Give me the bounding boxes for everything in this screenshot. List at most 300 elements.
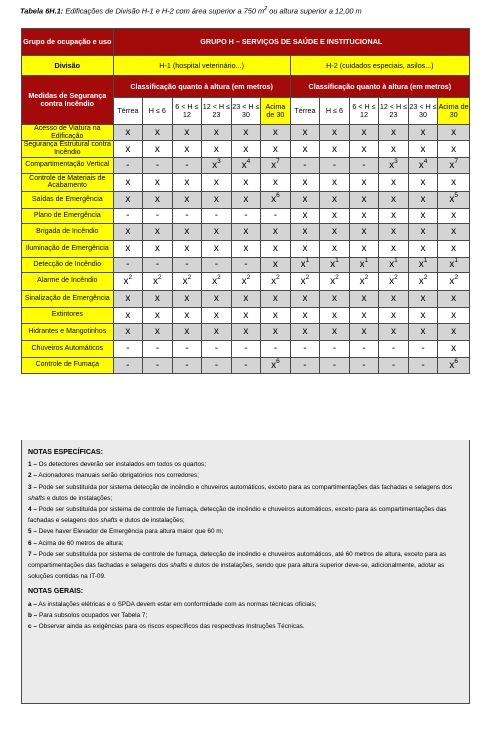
table-cell	[202, 141, 232, 157]
cell-mark: x	[389, 159, 395, 171]
table-cell	[172, 223, 202, 240]
cell-mark: x	[271, 159, 277, 171]
note-number: 4 –	[28, 506, 37, 514]
table-cell	[408, 290, 438, 307]
table-cell	[290, 290, 320, 307]
col-header: 23 < H ≤ 30	[408, 98, 438, 125]
cell-mark: x	[243, 326, 249, 338]
cell-note-ref: 3	[217, 157, 221, 165]
table-cell	[143, 173, 173, 191]
table-cell	[143, 272, 173, 290]
table-cell	[349, 257, 379, 272]
table-cell	[349, 240, 379, 257]
table-cell	[320, 157, 350, 173]
cell-mark: -	[362, 159, 366, 171]
cell-mark: -	[214, 359, 219, 371]
cell-mark: x	[390, 143, 396, 155]
col-header: 12 < H ≤ 23	[202, 98, 232, 125]
cell-mark: x	[213, 176, 219, 188]
cell-mark: x	[154, 194, 160, 206]
fire-safety-table	[21, 28, 470, 374]
cell-mark: -	[185, 359, 189, 371]
cell-mark: -	[332, 359, 337, 371]
cell-mark: -	[244, 210, 248, 222]
cell-mark: x	[272, 143, 278, 155]
cell-mark: -	[185, 343, 189, 355]
cell-mark: -	[303, 359, 307, 371]
cell-mark: x	[451, 343, 457, 355]
table-cell	[290, 173, 320, 191]
table-cell	[231, 357, 261, 373]
cell-note-ref: 2	[364, 273, 369, 281]
table-cell	[261, 340, 291, 357]
cell-mark: x	[361, 210, 367, 222]
note-item	[28, 538, 463, 549]
cell-mark: x	[331, 194, 337, 206]
cell-mark: -	[126, 343, 130, 355]
cell-mark: x	[243, 127, 249, 139]
table-cell	[143, 257, 173, 272]
cell-mark: x	[243, 194, 249, 206]
table-cell	[231, 141, 261, 157]
note-number: 6 –	[28, 539, 37, 547]
note-item	[28, 599, 463, 610]
table-row	[22, 272, 470, 290]
table-cell	[113, 141, 143, 157]
general-notes-title: NOTAS GERAIS:	[28, 588, 84, 596]
table-cell	[408, 323, 438, 340]
cell-mark: x	[184, 143, 190, 155]
cell-mark: x	[154, 309, 160, 321]
table-cell	[261, 323, 291, 340]
table-cell	[408, 173, 438, 191]
table-cell	[438, 340, 470, 357]
table-cell	[202, 272, 232, 290]
table-cell	[231, 257, 261, 272]
table-row	[22, 357, 470, 373]
cell-mark: -	[155, 359, 160, 371]
table-cell	[379, 357, 409, 373]
table-cell	[379, 257, 409, 272]
table-cell	[379, 157, 409, 173]
cell-mark: x	[125, 243, 131, 255]
cell-mark: -	[155, 259, 160, 271]
cell-mark: -	[214, 210, 219, 222]
table-row	[22, 340, 470, 357]
note-text: Pode ser substituída por sistema de controle de fumaça, detecção de incêndio e chuveiros automáticos, até 60 metros de altura, exceto para as compartimentações das fachadas e selagens dos shafts e dutos de instalações, sendo que para altura superior deve-se, adicionalmente, adotar as soluções contidas na IT-09.	[28, 550, 447, 581]
cell-mark: -	[332, 343, 337, 355]
cell-mark: x	[331, 326, 337, 338]
cell-mark: -	[185, 259, 189, 271]
row-label: Alarme de Incêndio	[22, 272, 114, 290]
row-label: Sinalização de Emergência	[22, 290, 114, 307]
note-item	[28, 610, 463, 621]
table-row	[22, 223, 470, 240]
note-number: 2 –	[28, 472, 37, 480]
cell-mark: x	[420, 127, 426, 139]
table-cell	[143, 223, 173, 240]
row-label: Controle de Materiais de Acabamento	[22, 173, 114, 191]
table-cell	[143, 307, 173, 323]
table-cell	[261, 223, 291, 240]
cell-note-ref: 2	[454, 273, 458, 281]
cell-mark: x	[184, 293, 190, 305]
note-text: Observar ainda as exigências para os riscos específicos das respectivas Instruções Técnicas.	[38, 623, 305, 631]
cell-mark: x	[125, 127, 131, 139]
table-cell	[202, 340, 232, 357]
col-header: 23 < H ≤ 30	[231, 98, 261, 125]
cell-mark: x	[243, 243, 249, 255]
table-cell	[202, 307, 232, 323]
table-cell	[438, 357, 470, 373]
cell-mark: x	[451, 176, 457, 188]
cell-mark: x	[154, 143, 160, 155]
table-cell	[143, 323, 173, 340]
table-cell	[113, 223, 143, 240]
cell-mark: -	[273, 210, 278, 222]
table-cell	[172, 257, 202, 272]
table-cell	[202, 173, 232, 191]
cell-mark: x	[389, 275, 395, 287]
table-cell	[349, 141, 379, 157]
table-cell	[143, 290, 173, 307]
cell-mark: x	[300, 275, 306, 287]
table-cell	[320, 357, 350, 373]
cell-mark: x	[418, 259, 424, 271]
table-cell	[379, 240, 409, 257]
table-cell	[290, 357, 320, 373]
cell-mark: x	[451, 226, 457, 238]
cell-mark: x	[331, 309, 337, 321]
cell-mark: -	[126, 210, 130, 222]
table-row	[22, 257, 470, 272]
cell-mark: x	[420, 326, 426, 338]
table-cell	[231, 240, 261, 257]
table-cell	[379, 191, 409, 208]
cell-mark: x	[420, 143, 426, 155]
table-cell	[438, 240, 470, 257]
row-label: Iluminação de Emergência	[22, 240, 114, 257]
table-cell	[408, 223, 438, 240]
cell-mark: x	[300, 259, 306, 271]
cell-mark: x	[361, 243, 367, 255]
cell-mark: x	[125, 226, 131, 238]
table-cell	[261, 290, 291, 307]
cell-mark: -	[273, 343, 278, 355]
table-cell	[379, 208, 409, 223]
cell-note-ref: 1	[423, 257, 428, 265]
table-cell	[261, 173, 291, 191]
cell-mark: -	[421, 359, 425, 371]
cell-mark: -	[362, 343, 366, 355]
cell-note-ref: 1	[305, 257, 310, 265]
table-cell	[113, 290, 143, 307]
table-cell	[231, 272, 261, 290]
table-cell	[172, 323, 202, 340]
table-row	[22, 240, 470, 257]
table-cell	[408, 340, 438, 357]
table-cell	[379, 307, 409, 323]
table-cell	[231, 208, 261, 223]
cell-mark: x	[330, 275, 336, 287]
cell-mark: x	[361, 293, 367, 305]
table-caption	[20, 6, 362, 15]
cell-note-ref: 5	[454, 192, 458, 200]
table-cell	[113, 340, 143, 357]
cell-note-ref: 4	[246, 157, 251, 165]
table-cell	[408, 240, 438, 257]
table-cell	[379, 323, 409, 340]
table-row	[22, 290, 470, 307]
table-cell	[113, 257, 143, 272]
cell-mark: x	[213, 309, 219, 321]
cell-mark: x	[184, 127, 190, 139]
caption-suffix: ou altura superior a 12,00 m	[269, 6, 362, 16]
table-cell	[202, 191, 232, 208]
cell-note-ref: 2	[394, 273, 398, 281]
table-cell	[143, 141, 173, 157]
note-text: Acima de 60 metros de altura;	[38, 539, 124, 547]
table-cell	[261, 307, 291, 323]
table-cell	[231, 307, 261, 323]
cell-mark: x	[302, 243, 308, 255]
cell-mark: -	[126, 159, 130, 171]
cell-mark: x	[243, 293, 249, 305]
cell-mark: x	[302, 210, 308, 222]
cell-mark: x	[390, 309, 396, 321]
row-label: Compartimentação Vertical	[22, 157, 114, 173]
cell-mark: x	[302, 293, 308, 305]
table-cell	[172, 125, 202, 141]
table-cell	[408, 208, 438, 223]
cell-mark: x	[390, 127, 396, 139]
table-cell	[349, 357, 379, 373]
table-cell	[320, 340, 350, 357]
table-cell	[438, 257, 470, 272]
table-cell	[290, 340, 320, 357]
table-cell	[261, 191, 291, 208]
cell-mark: x	[390, 326, 396, 338]
cell-mark: x	[390, 176, 396, 188]
cell-note-ref: 1	[454, 257, 458, 265]
cell-note-ref: 6	[276, 357, 280, 365]
cell-mark: -	[303, 343, 307, 355]
cell-mark: -	[391, 359, 396, 371]
table-cell	[261, 141, 291, 157]
row-label: Plano de Emergência	[22, 208, 114, 223]
table-cell	[349, 290, 379, 307]
general-notes	[28, 599, 463, 633]
table-cell	[202, 125, 232, 141]
cell-mark: x	[451, 326, 457, 338]
cell-note-ref: 3	[394, 157, 398, 165]
table-cell	[202, 323, 232, 340]
table-cell	[202, 257, 232, 272]
note-number: c –	[28, 623, 37, 631]
cell-mark: x	[418, 275, 424, 287]
table-cell	[202, 290, 232, 307]
row-label: Chuveiros Automáticos	[22, 340, 114, 357]
cell-mark: x	[451, 243, 457, 255]
cell-mark: x	[361, 194, 367, 206]
table-cell	[438, 307, 470, 323]
table-cell	[231, 340, 261, 357]
cell-mark: x	[212, 159, 218, 171]
cell-mark: -	[303, 159, 307, 171]
cell-mark: x	[361, 326, 367, 338]
cell-mark: -	[155, 159, 160, 171]
table-cell	[320, 191, 350, 208]
col-header: Acima de 30	[438, 98, 470, 125]
cell-mark: x	[184, 326, 190, 338]
cell-mark: -	[244, 359, 248, 371]
table-cell	[172, 340, 202, 357]
table-cell	[143, 191, 173, 208]
table-cell	[261, 125, 291, 141]
cell-mark: x	[241, 275, 247, 287]
note-text: Acionadores manuais serão obrigatórios nos corredores;	[38, 472, 199, 480]
table-cell	[261, 157, 291, 173]
cell-mark: x	[361, 143, 367, 155]
cell-mark: x	[449, 259, 455, 271]
cell-note-ref: 7	[276, 157, 280, 165]
cell-note-ref: 2	[276, 273, 280, 281]
cell-mark: x	[125, 143, 131, 155]
table-cell	[349, 340, 379, 357]
cell-mark: -	[391, 343, 396, 355]
table-cell	[320, 240, 350, 257]
table-cell	[290, 157, 320, 173]
classification-label-h2: Classificação quanto à altura (em metros)	[290, 76, 469, 98]
table-row	[22, 208, 470, 223]
cell-mark: x	[302, 176, 308, 188]
note-text: Os detectores deverão ser instalados em todos os quartos;	[38, 461, 206, 469]
cell-mark: -	[185, 210, 189, 222]
table-cell	[261, 257, 291, 272]
cell-mark: -	[244, 343, 248, 355]
cell-mark: x	[213, 143, 219, 155]
cell-mark: -	[421, 343, 425, 355]
cell-mark: x	[361, 127, 367, 139]
group-title: GRUPO H – SERVIÇOS DE SAÚDE E INSTITUCIONAL	[113, 29, 469, 56]
table-cell	[172, 191, 202, 208]
table-cell	[290, 223, 320, 240]
note-item	[28, 459, 463, 470]
cell-mark: -	[332, 159, 337, 171]
table-cell	[290, 208, 320, 223]
table-cell	[113, 357, 143, 373]
measures-label: Medidas de Segurança contra Incêndio	[22, 76, 114, 125]
table-cell	[202, 157, 232, 173]
table-row	[22, 323, 470, 340]
table-cell	[290, 125, 320, 141]
cell-mark: x	[451, 309, 457, 321]
table-cell	[172, 272, 202, 290]
caption-prefix: Tabela 6H.1:	[20, 6, 64, 16]
cell-mark: x	[154, 326, 160, 338]
cell-note-ref: 1	[394, 257, 398, 265]
cell-mark: x	[243, 309, 249, 321]
note-item	[28, 621, 463, 632]
note-number: 7 –	[28, 550, 37, 558]
table-cell	[113, 240, 143, 257]
table-cell	[143, 157, 173, 173]
cell-mark: x	[184, 176, 190, 188]
cell-mark: x	[302, 326, 308, 338]
cell-mark: x	[154, 293, 160, 305]
caption-superscript: 2	[264, 6, 268, 12]
cell-mark: -	[155, 210, 160, 222]
note-item	[28, 549, 463, 583]
row-label: Detecção de Incêndio	[22, 257, 114, 272]
table-cell	[349, 223, 379, 240]
table-cell	[438, 173, 470, 191]
cell-mark: x	[451, 210, 457, 222]
table-cell	[438, 272, 470, 290]
cell-mark: -	[155, 343, 160, 355]
table-cell	[320, 223, 350, 240]
table-cell	[143, 340, 173, 357]
cell-mark: x	[125, 293, 131, 305]
cell-mark: x	[390, 226, 396, 238]
table-cell	[143, 208, 173, 223]
table-cell	[143, 125, 173, 141]
table-row	[22, 125, 470, 141]
col-header: H ≤ 6	[320, 98, 350, 125]
table-cell	[202, 357, 232, 373]
table-cell	[408, 257, 438, 272]
table-cell	[290, 272, 320, 290]
cell-mark: x	[390, 194, 396, 206]
cell-note-ref: 2	[305, 273, 310, 281]
table-cell	[290, 323, 320, 340]
cell-mark: x	[184, 243, 190, 255]
cell-mark: x	[361, 176, 367, 188]
cell-mark: -	[126, 359, 130, 371]
cell-mark: x	[302, 309, 308, 321]
table-cell	[379, 223, 409, 240]
table-cell	[202, 240, 232, 257]
cell-note-ref: 6	[454, 357, 458, 365]
note-text: As instalações elétricas e o SPDA devem estar em conformidade com as normas técnicas oficiais;	[38, 600, 317, 608]
cell-mark: x	[451, 143, 457, 155]
cell-mark: x	[213, 293, 219, 305]
cell-mark: x	[184, 226, 190, 238]
cell-mark: x	[331, 243, 337, 255]
table-cell	[408, 272, 438, 290]
cell-mark: -	[214, 343, 219, 355]
table-cell	[349, 173, 379, 191]
cell-mark: x	[359, 259, 365, 271]
table-cell	[113, 173, 143, 191]
note-text: Pode ser substituída por sistema de controle de fumaça, detecção de incêndio e chuveiros automáticos, exceto para as compartimentações das fachadas e selagens dos shafts e dutos de instalações;	[28, 506, 447, 525]
cell-mark: x	[449, 159, 455, 171]
note-item	[28, 526, 463, 537]
cell-mark: x	[213, 243, 219, 255]
table-cell	[290, 307, 320, 323]
table-cell	[349, 323, 379, 340]
table-cell	[379, 141, 409, 157]
cell-mark: x	[359, 275, 365, 287]
cell-mark: x	[125, 176, 131, 188]
cell-mark: x	[272, 176, 278, 188]
division-h1: H-1 (hospital veterinário...)	[113, 56, 290, 76]
table-cell	[320, 141, 350, 157]
table-cell	[261, 208, 291, 223]
cell-note-ref: 2	[158, 273, 162, 281]
col-header: 6 < H ≤ 12	[349, 98, 379, 125]
table-cell	[408, 191, 438, 208]
